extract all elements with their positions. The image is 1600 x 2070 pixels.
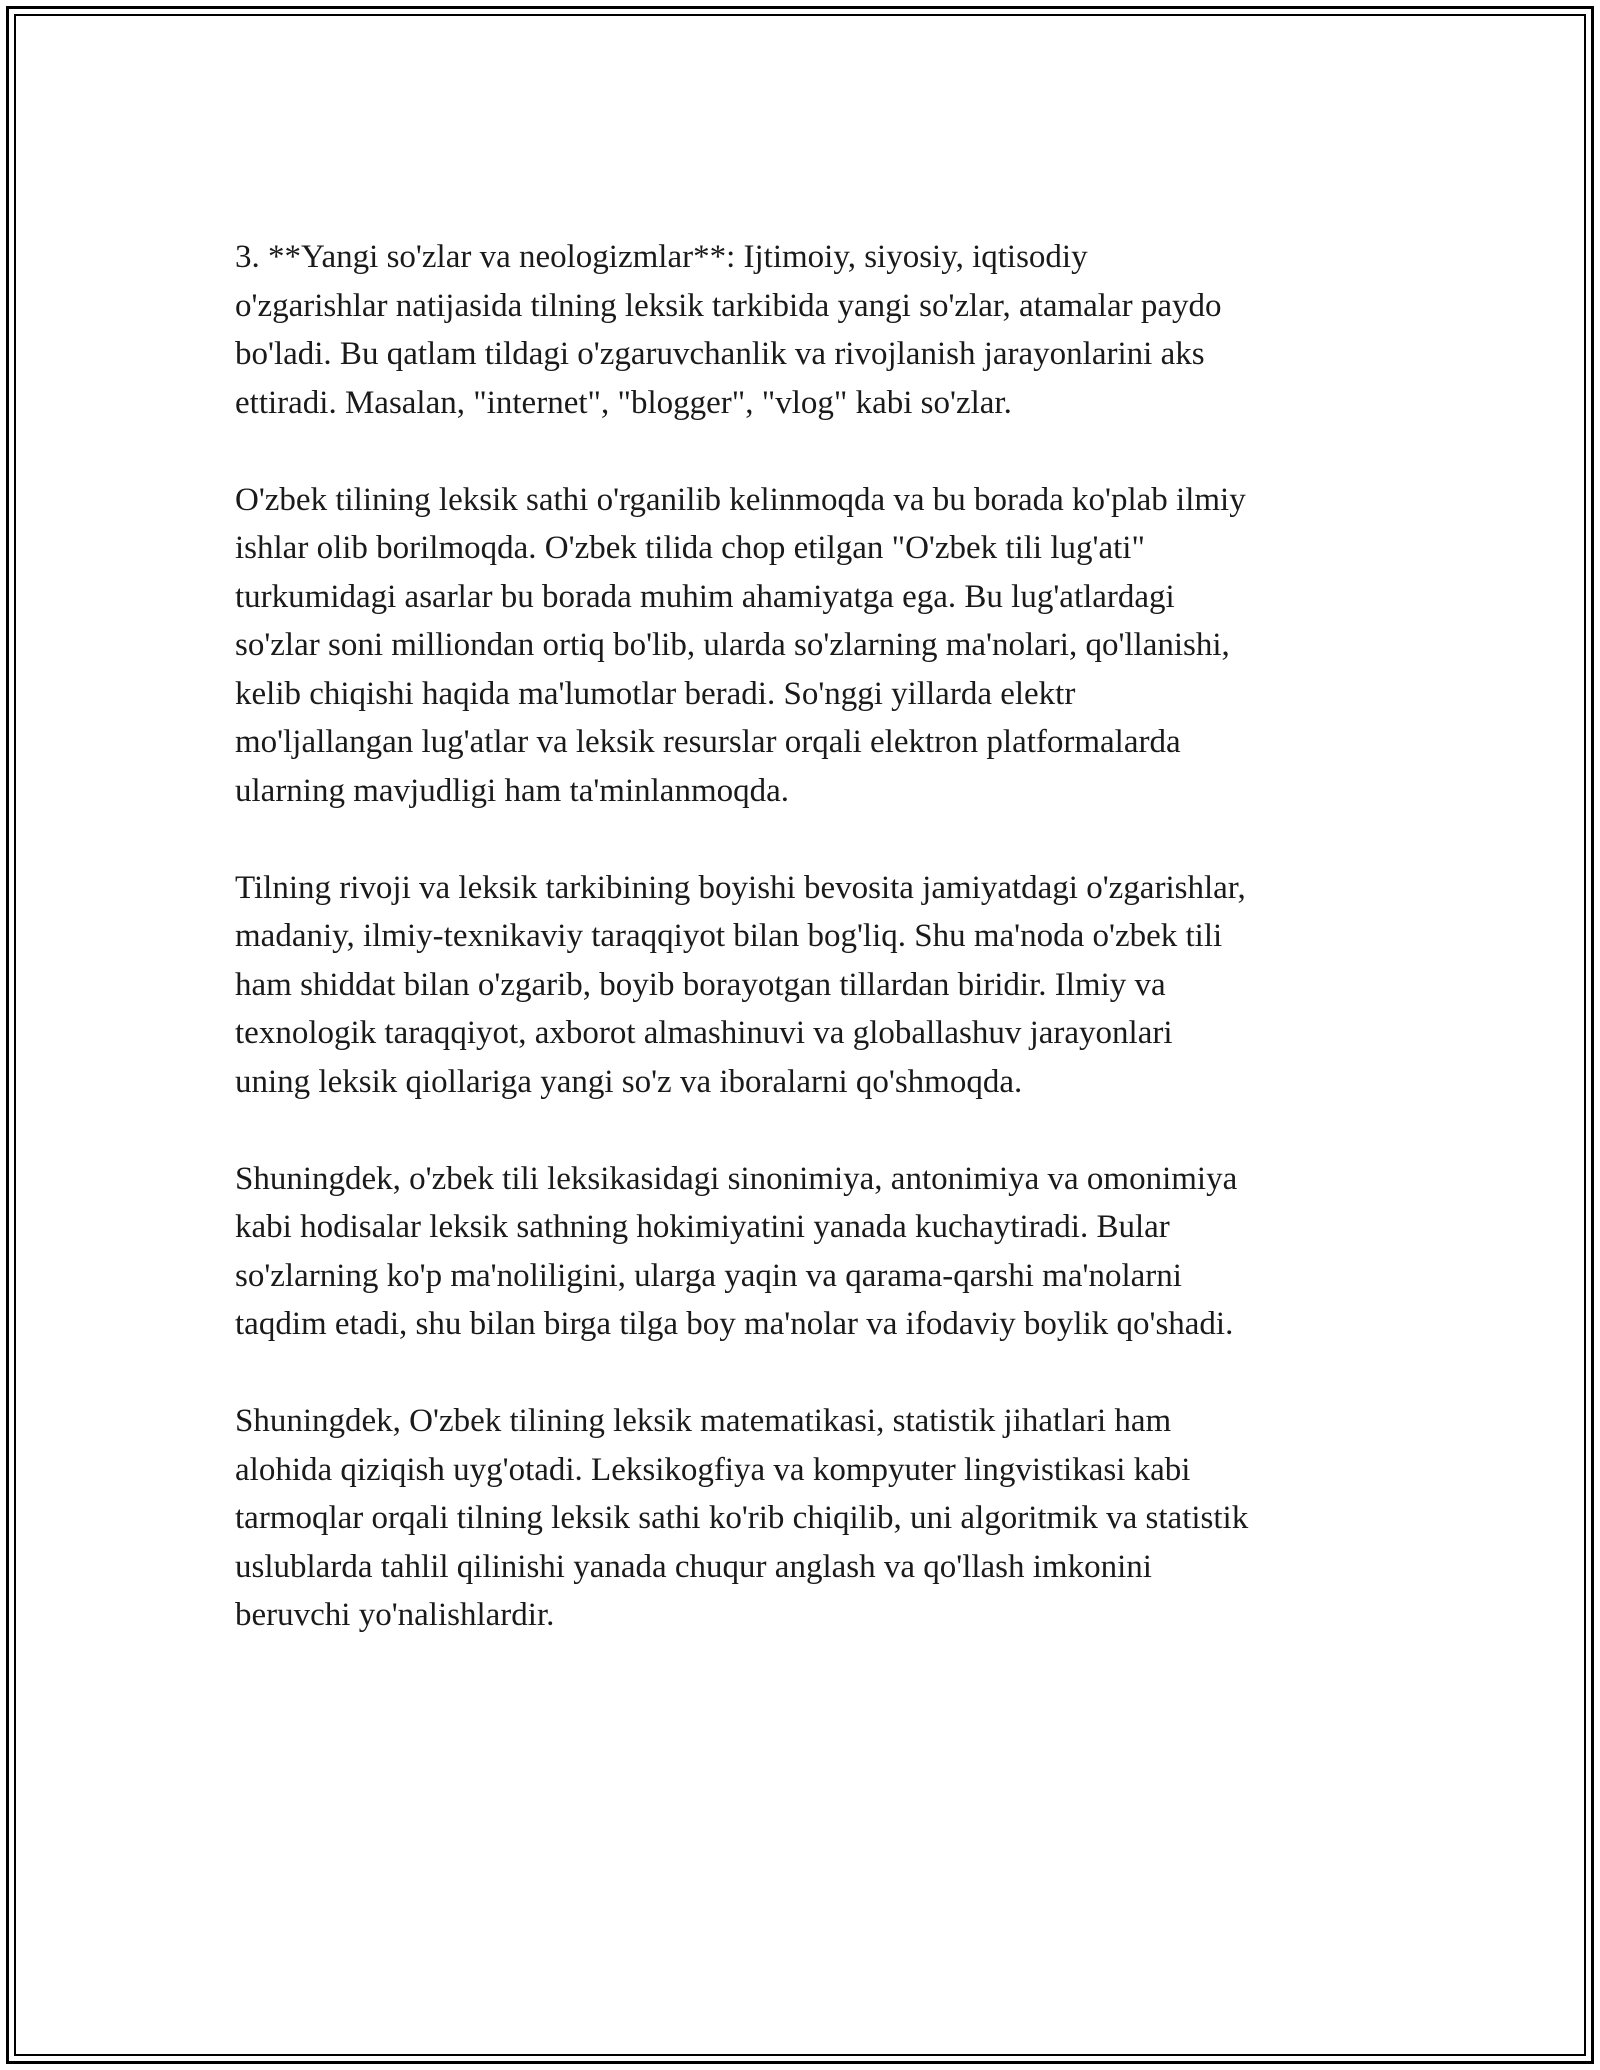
document-body <box>235 233 1370 1688</box>
text-line: so'zlar soni milliondan ortiq bo'lib, ularda so'zlarning ma'nolari, qo'llanishi, <box>235 627 1230 663</box>
text-line: uning leksik qiollariga yangi so'z va iboralarni qo'shmoqda. <box>235 1063 1023 1100</box>
text-line: 3. **Yangi so'zlar va neologizmlar**: Ijtimoiy, siyosiy, iqtisodiy <box>235 239 1088 275</box>
text-line: ettiradi. Masalan, "internet", "blogger", "vlog" kabi so'zlar. <box>235 384 1012 421</box>
text-line: bo'ladi. Bu qatlam tildagi o'zgaruvchanlik va rivojlanish jarayonlarini aks <box>235 336 1205 372</box>
text-line: Shuningdek, o'zbek tili leksikasidagi sinonimiya, antonimiya va omonimiya <box>235 1160 1238 1197</box>
text-line: Tilning rivoji va leksik tarkibining boyishi bevosita jamiyatdagi o'zgarishlar, <box>235 869 1246 906</box>
text-line: beruvchi yo'nalishlardir. <box>235 1597 555 1633</box>
text-line: so'zlarning ko'p ma'noliligini, ularga yaqin va qarama-qarshi ma'nolarni <box>235 1257 1182 1294</box>
text-line: Shuningdek, O'zbek tilining leksik matematikasi, statistik jihatlari ham <box>235 1403 1172 1439</box>
paragraph-statistics <box>235 1397 1370 1640</box>
text-line: o'zgarishlar natijasida tilning leksik tarkibida yangi so'zlar, atamalar paydo <box>235 287 1222 324</box>
text-line: taqdim etadi, shu bilan birga tilga boy ma'nolar va ifodaviy boylik qo'shadi. <box>235 1306 1234 1342</box>
text-line: alohida qiziqish uyg'otadi. Leksikogfiya va kompyuter lingvistikasi kabi <box>235 1451 1191 1488</box>
text-line: ularning mavjudligi ham ta'minlanmoqda. <box>235 772 790 809</box>
text-line: texnologik taraqqiyot, axborot almashinuvi va globallashuv jarayonlari <box>235 1015 1173 1051</box>
text-line: turkumidagi asarlar bu borada muhim ahamiyatga ega. Bu lug'atlardagi <box>235 578 1175 615</box>
paragraph-language-development <box>235 864 1370 1107</box>
text-line: madaniy, ilmiy-texnikaviy taraqqiyot bilan bog'liq. Shu ma'noda o'zbek tili <box>235 918 1223 954</box>
paragraph-synonymy <box>235 1155 1370 1349</box>
text-line: mo'ljallangan lug'atlar va leksik resurslar orqali elektron platformalarda <box>235 724 1181 760</box>
text-line: tarmoqlar orqali tilning leksik sathi ko'rib chiqilib, uni algoritmik va statistik <box>235 1500 1249 1536</box>
text-line: uslublarda tahlil qilinishi yanada chuqur anglash va qo'llash imkonini <box>235 1548 1152 1585</box>
text-line: O'zbek tilining leksik sathi o'rganilib kelinmoqda va bu borada ko'plab ilmiy <box>235 481 1246 518</box>
paragraph-new-words <box>235 233 1370 427</box>
text-line: ishlar olib borilmoqda. O'zbek tilida chop etilgan "O'zbek tili lug'ati" <box>235 530 1145 566</box>
paragraph-lexical-study <box>235 476 1370 816</box>
text-line: kabi hodisalar leksik sathning hokimiyatini yanada kuchaytiradi. Bular <box>235 1209 1170 1245</box>
text-line: kelib chiqishi haqida ma'lumotlar beradi. So'nggi yillarda elektr <box>235 675 1076 712</box>
text-line: ham shiddat bilan o'zgarib, boyib borayotgan tillardan biridir. Ilmiy va <box>235 966 1166 1003</box>
